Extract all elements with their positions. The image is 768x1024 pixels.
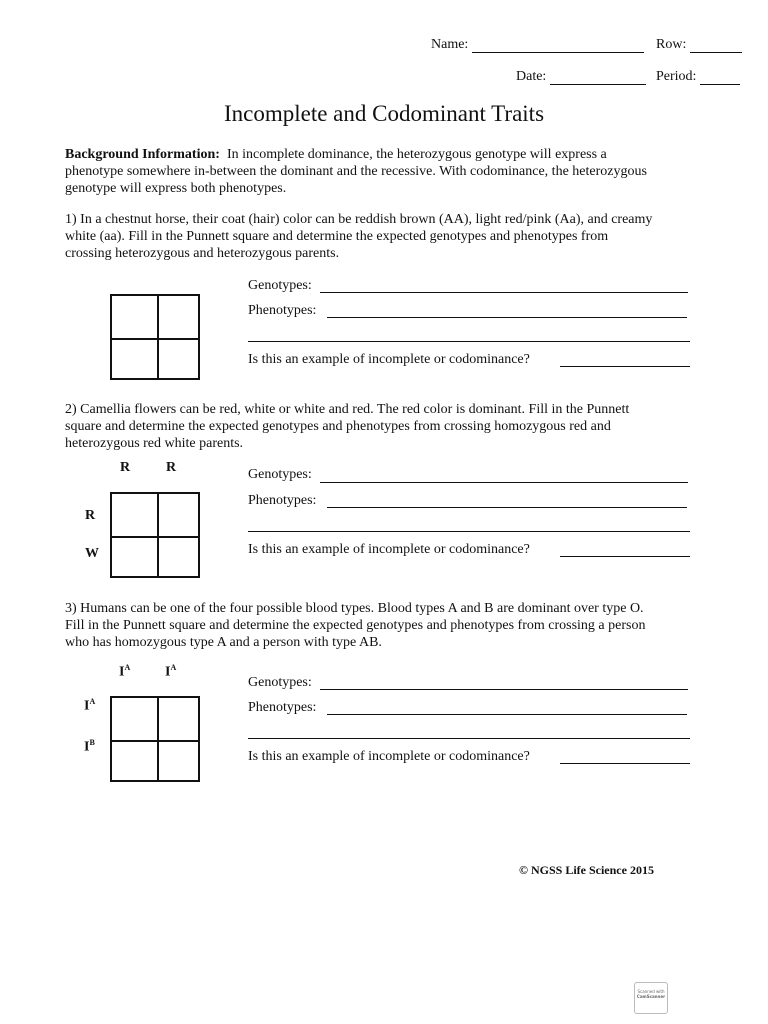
question-1-line-3: crossing heterozygous and heterozygous parents.	[65, 246, 340, 261]
date-field	[516, 69, 646, 85]
q3-side-allele-2-sup: B	[89, 738, 95, 747]
q1-phenotypes-blank[interactable]	[327, 317, 687, 318]
q3-side-allele-2	[84, 738, 95, 756]
q1-genotypes-row	[248, 278, 312, 294]
question-1-line-2: white (aa). Fill in the Punnett square and determine the expected genotypes and phenotypes from	[65, 229, 609, 244]
q2-question-row	[248, 542, 530, 558]
q1-phenotypes-label: Phenotypes:	[248, 303, 317, 318]
q2-answer-blank[interactable]	[560, 556, 690, 557]
q3-top-allele-1-base: I	[119, 664, 125, 680]
q2-top-allele-1: R	[120, 460, 131, 475]
background-label: Background Information:	[65, 147, 220, 162]
q3-genotypes-row	[248, 675, 312, 691]
q3-side-allele-2-base: I	[84, 739, 90, 755]
punnett-square-2[interactable]	[110, 492, 200, 578]
q3-phenotypes-blank-2[interactable]	[248, 738, 690, 739]
q3-phenotypes-label: Phenotypes:	[248, 700, 317, 715]
row-blank[interactable]	[690, 38, 742, 53]
question-1-line-1: 1) In a chestnut horse, their coat (hair) color can be reddish brown (AA), light red/pink (Aa), and creamy	[65, 212, 653, 227]
name-label: Name:	[431, 37, 469, 52]
q3-phenotypes-row	[248, 700, 316, 716]
question-2-line-1: 2) Camellia flowers can be red, white or white and red. The red color is dominant. Fill in the Punnett	[65, 402, 630, 417]
question-3-line-1: 3) Humans can be one of the four possible blood types. Blood types A and B are dominant over type O.	[65, 601, 644, 616]
q3-question-label: Is this an example of incomplete or codominance?	[248, 749, 530, 764]
q3-top-allele-2-base: I	[165, 664, 171, 680]
q1-question-label: Is this an example of incomplete or codominance?	[248, 352, 530, 367]
q2-phenotypes-row	[248, 493, 316, 509]
row-field	[656, 37, 742, 53]
q2-genotypes-row	[248, 467, 312, 483]
q2-genotypes-label: Genotypes:	[248, 467, 312, 482]
q2-side-allele-1: R	[85, 508, 96, 523]
q3-genotypes-blank[interactable]	[320, 689, 688, 690]
background-line-3: genotype will express both phenotypes.	[65, 181, 287, 196]
background-line-2: phenotype somewhere in-between the dominant and the recessive. With codominance, the heterozygous	[65, 164, 647, 179]
stamp-line-2: CamScanner	[636, 994, 666, 999]
question-2-line-3: heterozygous red white parents.	[65, 436, 244, 451]
q3-top-allele-2-sup: A	[170, 663, 177, 672]
q1-phenotypes-blank-2[interactable]	[248, 341, 690, 342]
q1-answer-blank[interactable]	[560, 366, 690, 367]
q3-side-allele-1-sup: A	[89, 697, 96, 706]
punnett-square-1[interactable]	[110, 294, 200, 380]
q3-top-allele-1	[119, 663, 130, 681]
name-blank[interactable]	[472, 38, 644, 53]
q3-side-allele-1-base: I	[84, 698, 90, 714]
copyright-notice: © NGSS Life Science 2015	[519, 863, 654, 877]
q3-top-allele-1-sup: A	[124, 663, 131, 672]
q1-phenotypes-row	[248, 303, 316, 319]
q2-phenotypes-blank-2[interactable]	[248, 531, 690, 532]
background-info	[65, 146, 725, 197]
q3-top-allele-2	[165, 663, 176, 681]
punnett-square-3[interactable]	[110, 696, 200, 782]
q3-side-allele-1	[84, 697, 95, 715]
period-label: Period:	[656, 69, 697, 84]
q3-phenotypes-blank[interactable]	[327, 714, 687, 715]
scanner-stamp	[634, 982, 668, 1014]
question-2-line-2: square and determine the expected genotypes and phenotypes from crossing homozygous red and	[65, 419, 611, 434]
q1-genotypes-label: Genotypes:	[248, 278, 312, 293]
period-field	[656, 69, 740, 85]
q1-genotypes-blank[interactable]	[320, 292, 688, 293]
question-3-line-3: who has homozygous type A and a person with type AB.	[65, 635, 382, 650]
q1-question-row	[248, 352, 530, 368]
q3-answer-blank[interactable]	[560, 763, 690, 764]
q3-question-row	[248, 749, 530, 765]
date-label: Date:	[516, 69, 547, 84]
question-3-text	[65, 600, 755, 651]
question-1-text	[65, 211, 745, 262]
stamp-line-1: Scanned with	[637, 989, 665, 994]
question-3-line-2: Fill in the Punnett square and determine the expected genotypes and phenotypes from crossing a person	[65, 618, 646, 633]
row-label: Row:	[656, 37, 687, 52]
q2-genotypes-blank[interactable]	[320, 482, 688, 483]
page-title: Incomplete and Codominant Traits	[223, 101, 545, 126]
period-blank[interactable]	[700, 70, 740, 85]
name-field	[431, 37, 644, 53]
q3-genotypes-label: Genotypes:	[248, 675, 312, 690]
q2-phenotypes-blank[interactable]	[327, 507, 687, 508]
q2-side-allele-2: W	[85, 546, 99, 561]
background-line-1: In incomplete dominance, the heterozygous genotype will express a	[226, 147, 607, 162]
question-2-text	[65, 401, 745, 452]
q2-question-label: Is this an example of incomplete or codominance?	[248, 542, 530, 557]
q2-top-allele-2: R	[166, 460, 177, 475]
date-blank[interactable]	[550, 70, 646, 85]
q2-phenotypes-label: Phenotypes:	[248, 493, 317, 508]
